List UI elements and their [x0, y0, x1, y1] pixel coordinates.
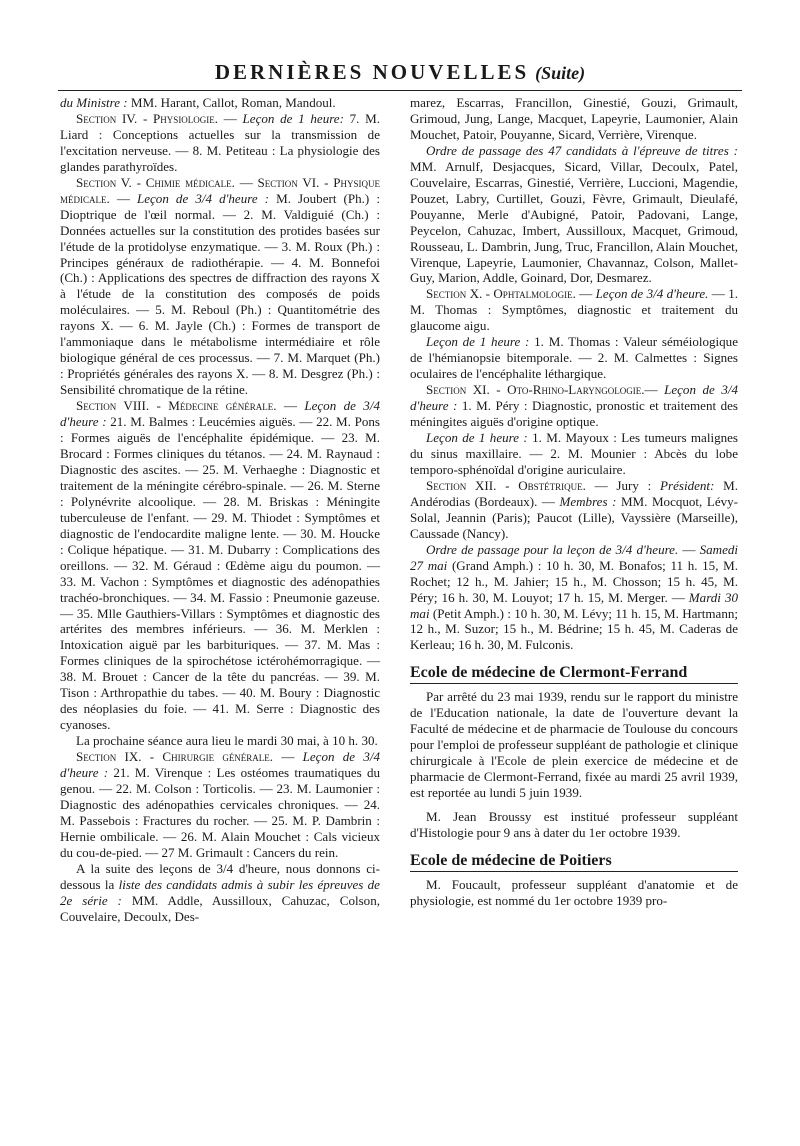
ordre-passage-paragraph: Ordre de passage des 47 candidats à l'épreuve de titres : MM. Arnulf, Desjacques, Sicard, Villar, Decoulx, Patel, Couvelaire, Escarras, Ginestié, Verrière, Luccioni, Magendie, Pouzet, Labry, Curtillet, Gouzi, Fèvre, Grimault, Dieulafé, Pouyanne, Merle d'Aubigné, Patoir, Padovani, Lange, Peycelon, Cahuzac, Imbert, Aussilloux, Macquet, Grimoud, Rousseau, L. Dambrin, Jung, Truc, Francillon, Alain Mouchet, Virenque, Lapeyrie, Laumonier, Chavannaz, Colson, Mallet-Guy, Marion, Addle, Goinard, Dor, Desmarez. [410, 142, 738, 286]
header-rule [58, 90, 742, 91]
section-x-paragraph: Section X. - Ophtalmologie. — Leçon de 3/4 d'heure. — 1. M. Thomas : Symptômes, diagnostic et traitement du glaucome aigu. [410, 286, 738, 334]
candidates-continuation: marez, Escarras, Francillon, Ginestié, Gouzi, Grimault, Grimoud, Jung, Lange, Macquet, Lapeyrie, Laumonier, Alain Mouchet, Patoir, Pouyanne, Sicard, Verrière, Virenque. [410, 95, 738, 142]
ministre-paragraph: du Ministre : MM. Harant, Callot, Roman, Mandoul. [60, 95, 336, 110]
clermont-ferrand-heading: Ecole de médecine de Clermont-Ferrand [410, 665, 738, 684]
section-x-lecon-1h: Leçon de 1 heure : 1. M. Thomas : Valeur séméiologique de l'hémianopsie bitemporale. — 2. M. Calmettes : Signes oculaires de l'encéphalite léthargique. [410, 334, 739, 382]
section-xii-ordre: Ordre de passage pour la leçon de 3/4 d'heure. — Samedi 27 mai (Grand Amph.) : 10 h. 30, M. Bonafos; 11 h. 15, M. Rochet; 12 h., M. Jahier; 15 h., M. Chosson; 15 h. 45, M. Péry; 16 h. 30, M. Louyot; 17 h. 15, M. Merger. — Mardi 30 mai (Petit Amph.) : 10 h. 30, M. Lévy; 11 h. 15, M. Hartmann; 12 h., M. Suzor; 15 h., M. Bédrine; 15 h. 45, M. Caderas de Kerleau; 16 h. 30, M. Fulconis. [410, 541, 739, 653]
section-xii-paragraph: Section XII. - Obstétrique. — Jury : Président: M. Andérodias (Bordeaux). — Membres : MM. Mocquot, Lévy-Solal, Jeannin (Paris); Paucot (Lille), Vayssière (Marseille), Caussade (Nancy). [410, 477, 738, 541]
next-session-paragraph: La prochaine séance aura lieu le mardi 30 mai, à 10 h. 30. [76, 733, 378, 749]
left-column [60, 95, 380, 925]
section-viii-paragraph: Section VIII. - Médecine générale. — Leçon de 3/4 d'heure : 21. M. Balmes : Leucémies aiguës. — 22. M. Pons : Formes aiguës de l'encéphalite épidémique. — 23. M. Brocard : Formes cliniques du tétanos. — 24. M. Raynaud : Diagnostic des ascites. — 25. M. Verhaeghe : Diagnostic et traitement de la méningite cérébro-spinale. — 26. M. Sterne : Polynévrite alcoolique. — 28. M. Briskas : Méningite tuberculeuse de l'enfant. — 29. M. Thiodet : Symptômes et diagnostic de l'endocardite maligne lente. — 30. M. Houcke : Colique hépatique. — 31. M. Dubarry : Complications des oreillons. — 32. M. Géraud : Œdème aigu du poumon. — 33. M. Vachon : Symptômes et diagnostic des adénopathies trachéo-bronchiques. — 34. M. Fassio : Pneumonie gazeuse. — 35. Mlle Gauthiers-Villars : Symptômes et diagnostic des artérites des membres inférieurs. — 36. M. Merklen : Intoxication aiguë par les barbituriques. — 37. M. Mas : Formes cliniques de la spirochétose ictérohémorragique. — 38. M. Brouet : Cancer de la tête du pancréas. — 39. M. Tison : Arthropathie du tabes. — 40. M. Boury : Diagnostic des néoplasies du foie. — 41. M. Serre : Diagnostic des cyanoses. [60, 398, 380, 733]
poitiers-paragraph-1: M. Foucault, professeur suppléant d'anatomie et de physiologie, est nommé du 1er octobre 1939 pro- [410, 876, 738, 908]
section-xi-paragraph: Section XI. - Oto-Rhino-Laryngologie.— Leçon de 3/4 d'heure : 1. M. Péry : Diagnostic, pronostic et traitement des méningites aiguës d'origine optique. [410, 382, 738, 430]
header-suite: (Suite) [535, 63, 586, 83]
section-ix-paragraph: Section IX. - Chirurgie générale. — Leçon de 3/4 d'heure : 21. M. Virenque : Les ostéomes traumatiques du genou. — 22. M. Colson : Torticolis. — 23. M. Laumonier : Diagnostic des adénopathies cervicales chroniques. — 24. M. Passebois : Fractures du rocher. — 25. M. P. Dambrin : Hernie ombilicale. — 26. M. Alain Mouchet : Cals vicieux du cou-de-pied. — 27 M. Grimault : Cancers du rein. [60, 749, 380, 860]
candidates-list-paragraph: A la suite des leçons de 3/4 d'heure, nous donnons ci-dessous la liste des candidats admis à subir les épreuves de 2e série : MM. Addle, Aussilloux, Cahuzac, Colson, Couvelaire, Decoulx, Des- [60, 860, 380, 924]
right-column [410, 95, 738, 909]
section-v-vi-paragraph: Section V. - Chimie médicale. — Section VI. - Physique médicale. — Leçon de 3/4 d'heure : M. Joubert (Ph.) : Dioptrique de l'œil normal. — 2. M. Valdiguié (Ch.) : Données actuelles sur la constitution des protides basées sur l'étude de la protidolyse enzymatique. — 3. M. Roux (Ph.) : Principes généraux de radiothérapie. — 4. M. Bonnefoi (Ch.) : Applications des spectres de diffraction des rayons X à l'étude de la constitution des composés de poids moléculaires. — 5. M. Reboul (Ph.) : Quantitométrie des rayons X. — 6. M. Jayle (Ch.) : Formes de transport de l'ammoniaque dans le métabolisme intermédiaire et rôle biologique général de ces processus. — 7. M. Marquet (Ph.) : Propriétés générales des rayons X. — 8. M. Desgrez (Ph.) : Sensibilité chromatique de la rétine. [60, 174, 380, 398]
clermont-paragraph-2: M. Jean Broussy est institué professeur suppléant d'Histologie pour 9 ans à dater du 1er octobre 1939. [410, 808, 738, 840]
header-title: DERNIÈRES NOUVELLES [214, 60, 530, 84]
clermont-paragraph-1: Par arrêté du 23 mai 1939, rendu sur le rapport du ministre de l'Education nationale, la date de l'ouverture devant la Faculté de médecine et de pharmacie de Toulouse du concours pour l'emploi de professeur suppléant de pathologie et clinique chirurgicale à l'Ecole de plein exercice de médecine et de pharmacie de Clermont-Ferrand, fixée au mardi 25 avril 1939, est reportée au lundi 5 juin 1939. [410, 689, 738, 801]
page-header [0, 60, 800, 85]
section-iv-paragraph: Section IV. - Physiologie. — Leçon de 1 heure: 7. M. Liard : Conceptions actuelles sur la transmission de l'excitation nerveuse. — 8. M. Petiteau : La physiologie des glandes parathyroïdes. [60, 110, 381, 174]
section-xi-lecon-1h: Leçon de 1 heure : 1. M. Mayoux : Les tumeurs malignes du sinus maxillaire. — 2. M. Mounier : Abcès du lobe temporo-sphénoïdal d'origine auriculaire. [410, 430, 738, 477]
poitiers-heading: Ecole de médecine de Poitiers [410, 853, 738, 872]
